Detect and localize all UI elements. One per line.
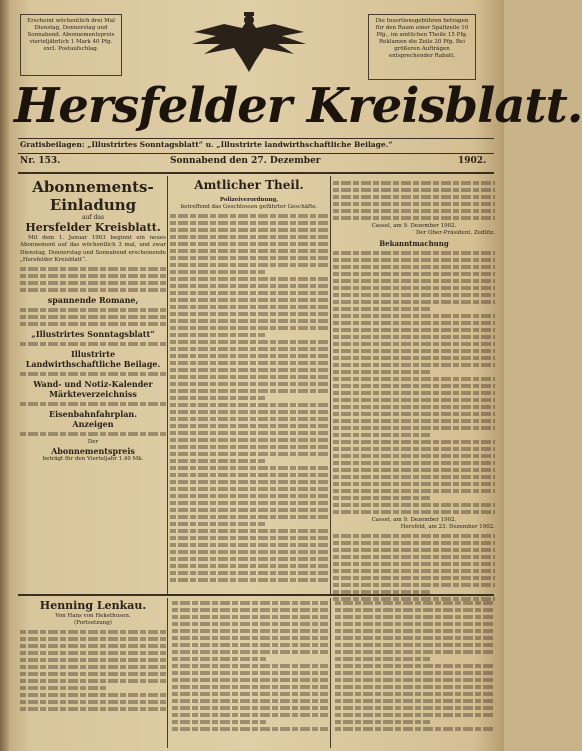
text-line (170, 214, 328, 218)
text-line (333, 440, 495, 444)
divider (18, 594, 494, 596)
text-line (170, 368, 328, 372)
text-line (333, 475, 495, 479)
text-line (333, 447, 495, 451)
text-line (172, 706, 328, 710)
bekanntmachung-heading: Bekanntmachung (379, 239, 449, 249)
text-line (170, 347, 328, 351)
issue-date: Sonnabend den 27. Dezember (170, 156, 321, 166)
text-line (333, 454, 495, 458)
text-line (172, 664, 328, 668)
text-line (20, 651, 166, 655)
text-line (333, 202, 495, 206)
newspaper-title: Hersfelder Kreisblatt. (14, 78, 582, 134)
text-line (20, 679, 166, 683)
text-line (170, 522, 265, 526)
text-line (333, 209, 495, 213)
text-line (170, 431, 328, 435)
text-line (335, 685, 493, 689)
bekanntmachung-body (333, 251, 495, 514)
text-line (20, 322, 166, 326)
subscription-advert (20, 178, 166, 593)
text-line (170, 249, 328, 253)
text-line (333, 412, 495, 416)
text-line (172, 636, 328, 640)
text-line (170, 228, 328, 232)
text-line (333, 258, 495, 262)
text-line (335, 664, 493, 668)
notice-date-2: Cassel, am 9. Dezember 1902. (371, 516, 457, 523)
issue-row (20, 156, 492, 170)
text-line (170, 424, 328, 428)
subscription-info-box: Erscheint wöchentlich drei Mal Dienstag, Donnerstag und Sonnabend. Abonnementspreis vierteljährlich 1 Mark 40 Pfg. excl. Postaufschlag. (20, 14, 122, 76)
story-text (335, 601, 493, 731)
text-line (333, 405, 495, 409)
text-line (20, 281, 166, 285)
text-line (333, 555, 495, 559)
text-line (170, 550, 328, 554)
text-line (333, 569, 495, 573)
text-line (333, 356, 495, 360)
text-line (333, 398, 495, 402)
text-line (333, 335, 495, 339)
text-line (335, 699, 493, 703)
text-line (333, 251, 495, 255)
text-line (333, 482, 495, 486)
text-line (335, 636, 493, 640)
text-line (170, 375, 328, 379)
text-line (170, 270, 265, 274)
text-line (333, 307, 430, 311)
text-line (333, 370, 430, 374)
text-line (172, 685, 328, 689)
text-line (170, 515, 328, 519)
text-line (172, 671, 328, 675)
story-continued: (Fortsetzung) (74, 620, 112, 627)
text-line (170, 298, 328, 302)
text-line (20, 644, 166, 648)
text-line (333, 286, 495, 290)
advert-preis-text: beträgt für den Vierteljahr 1.40 Mk. (42, 456, 144, 463)
text-line (20, 372, 166, 376)
text-line (172, 629, 328, 633)
text-line (335, 713, 493, 717)
text-line (333, 293, 495, 297)
advert-heading: Abonnements-Einladung (32, 178, 154, 214)
text-line (172, 650, 328, 654)
text-line (333, 534, 495, 538)
text-line (333, 576, 495, 580)
text-line (170, 312, 328, 316)
text-line (335, 720, 430, 724)
text-line (170, 508, 328, 512)
issue-number: Nr. 153. (20, 156, 61, 166)
text-line (170, 445, 328, 449)
notice-date: Cassel, am 9. Dezember 1902. (371, 223, 457, 229)
story-author: Von Hans von Hekethusen. (55, 613, 131, 619)
hersfeld-notice-body (333, 534, 495, 601)
text-line (333, 188, 495, 192)
divider (18, 172, 494, 174)
text-line (170, 473, 328, 477)
text-line (333, 181, 495, 185)
advert-romane: spannende Romane, (47, 295, 139, 306)
issue-year: 1902. (458, 156, 487, 166)
text-line (170, 277, 328, 281)
notice-body (333, 181, 495, 220)
text-line (170, 480, 328, 484)
text-line (172, 622, 328, 626)
supplements-line: Gratisbeilagen: „Illustrirtes Sonntagsblatt“ u. „Illustrirte landwirthschaftliche Beilage.“ (20, 140, 393, 149)
text-line (333, 363, 495, 367)
text-line (335, 608, 493, 612)
text-line (170, 501, 328, 505)
text-line (170, 536, 328, 540)
text-line (20, 315, 166, 319)
text-line (335, 727, 493, 731)
text-line (20, 432, 166, 436)
text-line (170, 438, 328, 442)
advert-auf: auf das (81, 214, 105, 221)
text-line (170, 340, 328, 344)
text-line (333, 279, 495, 283)
text-line (170, 319, 328, 323)
notice-hersfeld-date: Hersfeld, am 23. Dezember 1902. (400, 523, 495, 530)
text-line (335, 671, 493, 675)
text-line (333, 433, 430, 437)
text-line (333, 489, 495, 493)
story-title: Henning Lenkau. (39, 599, 147, 612)
text-line (170, 459, 265, 463)
column-divider (330, 176, 331, 594)
text-line (170, 242, 328, 246)
text-line (170, 529, 328, 533)
text-line (333, 468, 495, 472)
text-line (20, 308, 166, 312)
text-line (333, 314, 495, 318)
text-line (20, 288, 166, 292)
text-line (335, 601, 493, 605)
text-line (335, 692, 493, 696)
decree-title: Polizeiverordnung, (219, 197, 279, 203)
text-line (170, 466, 328, 470)
text-line (20, 267, 166, 271)
text-line (335, 657, 430, 661)
text-line (333, 548, 495, 552)
text-line (20, 693, 166, 697)
text-line (333, 426, 495, 430)
text-line (333, 384, 495, 388)
text-line (333, 272, 495, 276)
text-line (170, 571, 328, 575)
official-heading: Amtlicher Theil. (194, 178, 304, 192)
text-line (20, 342, 166, 346)
text-line (333, 562, 495, 566)
text-line (333, 342, 495, 346)
text-line (333, 216, 495, 220)
text-line (170, 284, 328, 288)
text-line (170, 291, 328, 295)
insertion-fees-box: Die Insertionsgebühren betragen für den Raum einer Spaltzeile 10 Pfg., im amtlichen Theile 15 Pfg. Reklamen die Zeile 20 Pfg. Bei größeren Aufträgen entsprechender Rabatt. (368, 14, 476, 80)
binding-spine (0, 0, 9, 751)
text-line (170, 389, 328, 393)
text-line (172, 643, 328, 647)
advert-wand: Wand- und Notiz-Kalender (33, 379, 153, 390)
advert-preis: Abonnementspreis (51, 446, 135, 457)
text-line (172, 699, 328, 703)
eagle-emblem-icon (184, 10, 314, 76)
text-line (172, 727, 328, 731)
text-line (333, 419, 495, 423)
text-line (170, 235, 328, 239)
text-line (20, 665, 166, 669)
text-line (172, 692, 328, 696)
text-line (333, 321, 495, 325)
text-line (170, 417, 328, 421)
text-line (172, 608, 328, 612)
text-line (333, 391, 495, 395)
text-line (170, 557, 328, 561)
text-line (172, 601, 328, 605)
text-line (20, 700, 166, 704)
text-line (170, 221, 328, 225)
advert-fahrplan: Eisenbahnfahrplan. (48, 409, 138, 420)
advert-anzeigen: Anzeigen (72, 419, 114, 430)
text-line (335, 643, 493, 647)
text-line (170, 333, 265, 337)
text-line (335, 650, 493, 654)
text-line (333, 510, 495, 514)
text-line (20, 637, 166, 641)
column-divider (167, 598, 168, 748)
text-line (335, 706, 493, 710)
official-section (170, 178, 328, 585)
text-line (170, 403, 328, 407)
text-line (172, 657, 266, 661)
text-line (333, 377, 495, 381)
advert-text: Mit dem 1. Januar 1903 beginnt ein neues Abonnement auf das wöchentlich 3 mal, und zwar Dienstag, Donnerstag und Sonnabend erscheinende „Hersfelder Kreisblatt“. (20, 235, 166, 263)
text-line (333, 195, 495, 199)
text-line (170, 487, 328, 491)
advert-illustrirte: Illustrirte (70, 349, 116, 360)
text-line (335, 622, 493, 626)
text-line (20, 630, 166, 634)
feuilleton-column-2 (172, 598, 328, 734)
notices-section (333, 178, 495, 604)
text-line (170, 326, 328, 330)
story-text (172, 601, 328, 731)
advert-sonntagsblatt: „Illustrirtes Sonntagsblatt“ (31, 329, 155, 340)
text-line (170, 578, 328, 582)
advert-preis-label: Der (87, 439, 99, 446)
text-line (170, 263, 328, 267)
text-line (333, 503, 495, 507)
feuilleton-column-1 (20, 598, 166, 714)
text-line (333, 300, 495, 304)
decree-body (170, 214, 328, 582)
text-line (170, 396, 265, 400)
text-line (335, 629, 493, 633)
text-line (170, 452, 328, 456)
divider (18, 138, 494, 139)
story-text (20, 630, 166, 711)
text-line (20, 707, 166, 711)
text-line (170, 410, 328, 414)
decree-subtitle: betreffend das Geschlossen geführter Geschäfte. (180, 204, 318, 211)
text-line (170, 382, 328, 386)
text-line (333, 541, 495, 545)
text-line (170, 494, 328, 498)
text-line (170, 361, 328, 365)
notice-signature: Der Ober-Präsident. Zedlitz. (415, 230, 495, 237)
text-line (172, 713, 328, 717)
text-line (20, 686, 108, 690)
text-line (333, 461, 495, 465)
text-line (172, 720, 266, 724)
text-line (170, 564, 328, 568)
advert-paper-name: Hersfelder Kreisblatt. (25, 221, 161, 235)
text-line (172, 678, 328, 682)
advert-landw: Landwirthschaftliche Beilage. (25, 359, 161, 370)
text-line (170, 256, 328, 260)
text-line (333, 265, 495, 269)
divider (18, 153, 494, 154)
advert-markt: Märkteverzeichniss (49, 389, 137, 400)
text-line (20, 658, 166, 662)
text-line (172, 615, 328, 619)
text-line (170, 543, 328, 547)
text-line (335, 678, 493, 682)
text-line (333, 349, 495, 353)
feuilleton-column-3 (335, 598, 493, 734)
text-line (20, 402, 166, 406)
text-line (333, 496, 430, 500)
text-line (170, 354, 328, 358)
text-line (170, 305, 328, 309)
text-line (20, 672, 166, 676)
text-line (20, 274, 166, 278)
text-line (335, 615, 493, 619)
text-line (333, 583, 495, 587)
column-divider (330, 598, 331, 748)
column-divider (167, 176, 168, 594)
text-line (333, 328, 495, 332)
